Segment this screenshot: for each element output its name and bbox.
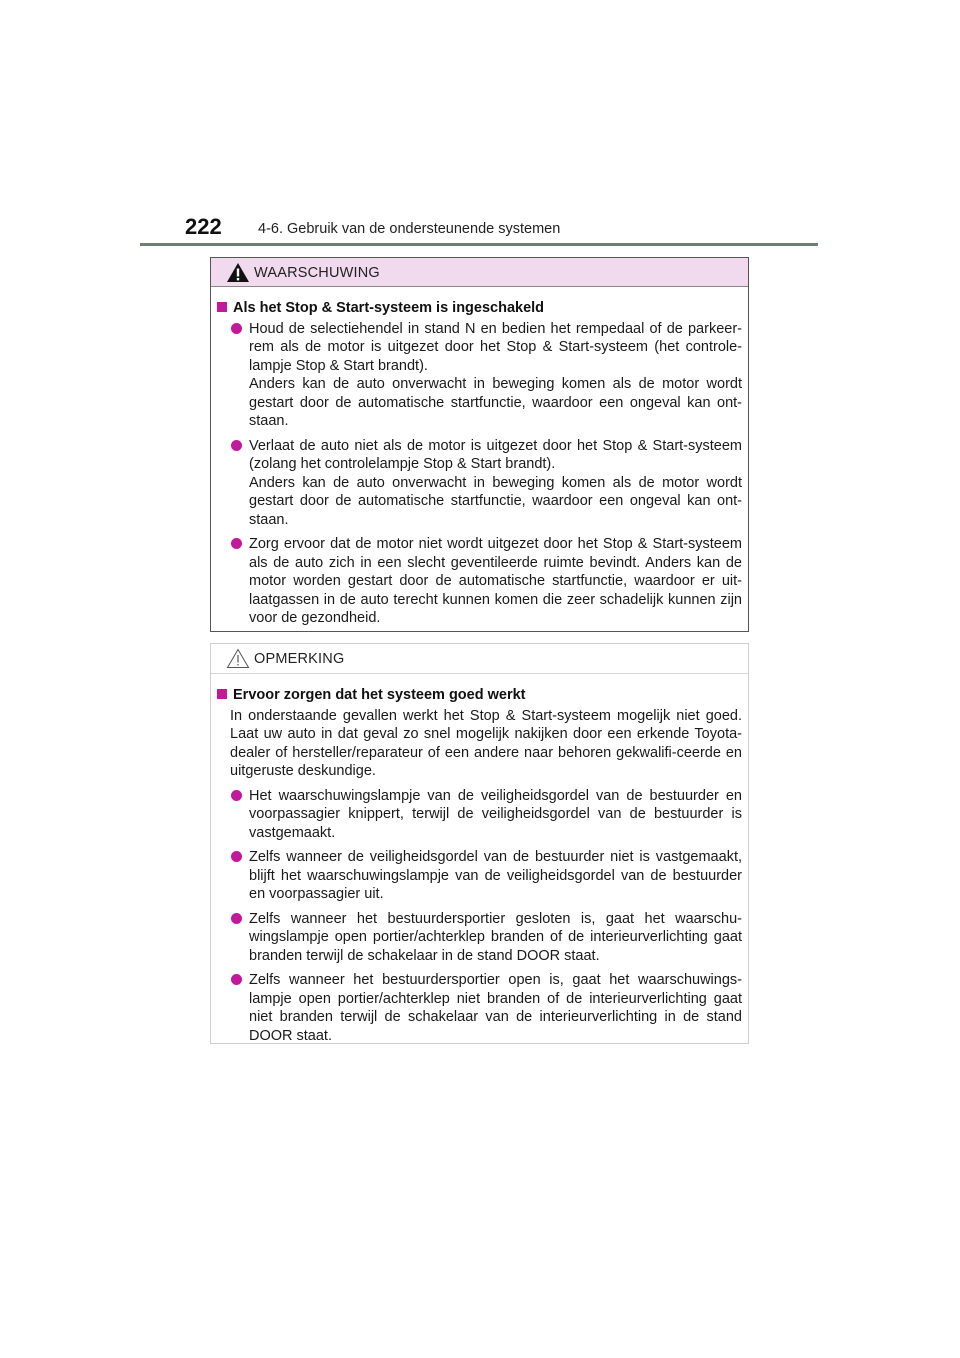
note-bullet bbox=[217, 787, 742, 843]
note-bullet bbox=[217, 971, 742, 1045]
round-bullet-icon bbox=[231, 538, 242, 549]
note-label: OPMERKING bbox=[254, 651, 345, 667]
warning-heading bbox=[217, 299, 742, 318]
warning-bullet bbox=[217, 535, 742, 628]
note-heading-text: Ervoor zorgen dat het systeem goed werkt bbox=[233, 687, 526, 703]
warning-triangle-icon bbox=[226, 262, 250, 283]
square-bullet-icon bbox=[217, 689, 227, 699]
round-bullet-icon bbox=[231, 440, 242, 451]
caution-triangle-outline-icon bbox=[226, 648, 250, 669]
page-number: 222 bbox=[185, 214, 222, 239]
warning-bullet-text: Zorg ervoor dat de motor niet wordt uitgezet door het Stop & Start-systeem als de auto zich in een slecht geventileerde ruimte bevindt. Anders kan de motor worden gestart door de automatische startfunctie, waardoor er uit-laatgassen in de auto terecht kunnen komen die zeer schadelijk kunnen zijn voor de gezondheid. bbox=[249, 536, 742, 626]
warning-box bbox=[210, 257, 749, 632]
warning-heading-text: Als het Stop & Start-systeem is ingeschakeld bbox=[233, 300, 545, 316]
note-bullet bbox=[217, 848, 742, 904]
warning-box-header bbox=[211, 258, 748, 287]
note-bullet-text: Het waarschuwingslampje van de veiligheidsgordel van de bestuurder en voorpassagier knippert, terwijl de veiligheidsgordel van de bestuurder is vastgemaakt. bbox=[249, 787, 742, 841]
note-box bbox=[210, 643, 749, 1044]
note-bullet-text: Zelfs wanneer de veiligheidsgordel van de bestuurder niet is vastgemaakt, blijft het waarschuwingslampje van de veiligheidsgordel van de bestuurder en voorpassagier uit. bbox=[249, 849, 742, 902]
round-bullet-icon bbox=[231, 790, 242, 801]
note-intro: In onderstaande gevallen werkt het Stop & Start-systeem mogelijk niet goed. Laat uw auto in dat geval zo snel mogelijk nakijken door een erkende Toyota-dealer of hersteller/reparateur of een andere naar behoren gekwalifi-ceerde en uitgeruste deskundige. bbox=[230, 707, 742, 779]
warning-label: WAARSCHUWING bbox=[254, 265, 380, 281]
warning-bullet bbox=[217, 320, 742, 431]
warning-bullet-text: Anders kan de auto onverwacht in beweging komen als de motor wordt gestart door de automatische startfunctie, waardoor een ongeval kan ont-staan. bbox=[249, 474, 742, 528]
warning-bullet bbox=[217, 437, 742, 530]
section-title: 4-6. Gebruik van de ondersteunende systemen bbox=[258, 221, 561, 237]
note-box-header bbox=[211, 644, 748, 674]
round-bullet-icon bbox=[231, 913, 242, 924]
warning-body bbox=[211, 287, 748, 628]
warning-bullet-text: Verlaat de auto niet als de motor is uitgezet door het Stop & Start-systeem (zolang het controlelampje Stop & Start brandt). bbox=[249, 437, 742, 472]
round-bullet-icon bbox=[231, 974, 242, 985]
note-body bbox=[211, 674, 748, 1045]
note-bullet-text: Zelfs wanneer het bestuurdersportier open is, gaat het waarschuwings-lampje open portier/achterklep niet branden of de interieurverlichting gaat niet branden terwijl de schakelaar van de interieurverlichting in de stand DOOR staat. bbox=[249, 972, 742, 1044]
note-bullet bbox=[217, 910, 742, 966]
square-bullet-icon bbox=[217, 302, 227, 312]
header-divider bbox=[140, 243, 818, 246]
note-heading bbox=[217, 686, 742, 705]
warning-bullet-text: Houd de selectiehendel in stand N en bedien het rempedaal of de parkeer-rem als de motor is uitgezet door het Stop & Start-systeem (het controle-lampje Stop & Start brandt). bbox=[249, 320, 742, 374]
round-bullet-icon bbox=[231, 851, 242, 862]
round-bullet-icon bbox=[231, 323, 242, 334]
warning-bullet-text: Anders kan de auto onverwacht in beweging komen als de motor wordt gestart door de automatische startfunctie, waardoor een ongeval kan ont-staan. bbox=[249, 376, 742, 429]
note-bullet-text: Zelfs wanneer het bestuurdersportier gesloten is, gaat het waarschu-wingslampje open portier/achterklep branden of de interieurverlichting gaat branden terwijl de schakelaar in de stand DOOR staat. bbox=[249, 910, 742, 964]
